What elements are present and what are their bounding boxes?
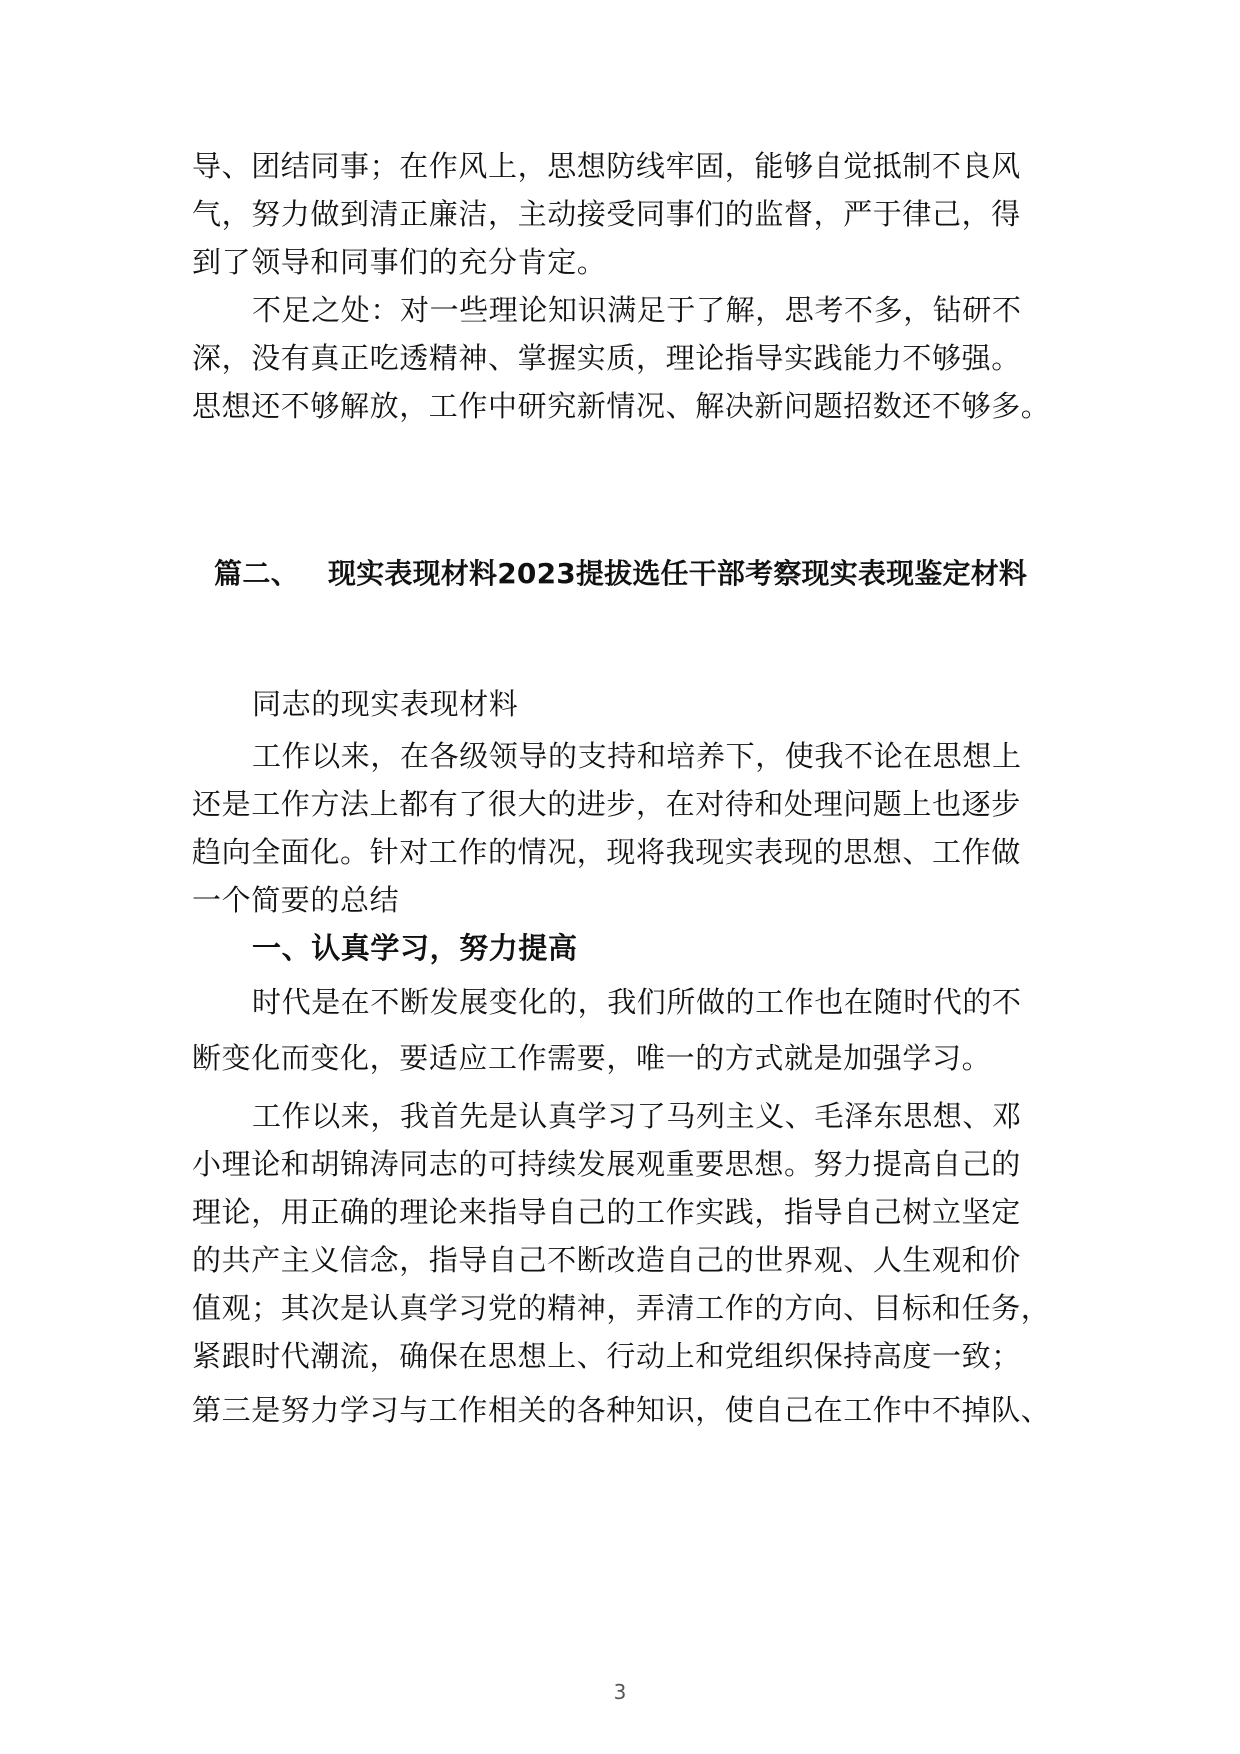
- paragraph-line: 工作以来，我首先是认真学习了马列主义、毛泽东思想、邓: [252, 1099, 1022, 1133]
- paragraph-line: 不足之处：对一些理论知识满足于了解，思考不多，钻研不: [252, 293, 1022, 327]
- subheading: 一、认真学习，努力提高: [252, 931, 578, 965]
- paragraph-line: 第三是努力学习与工作相关的各种知识，使自己在工作中不掉队、: [192, 1393, 1051, 1427]
- paragraph-line: 到了领导和同事们的充分肯定。: [192, 245, 607, 279]
- paragraph-line: 理论，用正确的理论来指导自己的工作实践，指导自己树立坚定: [192, 1195, 1021, 1229]
- paragraph-line: 时代是在不断发展变化的，我们所做的工作也在随时代的不: [252, 985, 1022, 1019]
- section-heading-number: 篇二、: [214, 557, 300, 590]
- document-subtitle: 同志的现实表现材料: [252, 687, 519, 721]
- page-number: 3: [613, 1680, 627, 1704]
- paragraph-line: 断变化而变化，要适应工作需要，唯一的方式就是加强学习。: [192, 1041, 992, 1075]
- paragraph-line: 思想还不够解放，工作中研究新情况、解决新问题招数还不够多。: [192, 389, 1051, 423]
- paragraph-line: 工作以来，在各级领导的支持和培养下，使我不论在思想上: [252, 739, 1022, 773]
- paragraph-line: 还是工作方法上都有了很大的进步，在对待和处理问题上也逐步: [192, 787, 1021, 821]
- paragraph-line: 趋向全面化。针对工作的情况，现将我现实表现的思想、工作做: [192, 835, 1021, 869]
- paragraph-line: 的共产主义信念，指导自己不断改造自己的世界观、人生观和价: [192, 1243, 1021, 1277]
- paragraph-line: 值观；其次是认真学习党的精神，弄清工作的方向、目标和任务，: [192, 1291, 1051, 1325]
- paragraph-line: 紧跟时代潮流，确保在思想上、行动上和党组织保持高度一致；: [192, 1339, 1021, 1373]
- paragraph-line: 一个简要的总结: [192, 883, 400, 917]
- paragraph-line: 气，努力做到清正廉洁，主动接受同事们的监督，严于律己，得: [192, 197, 1021, 231]
- paragraph-line: 深，没有真正吃透精神、掌握实质，理论指导实践能力不够强。: [192, 341, 1021, 375]
- paragraph-line: 小理论和胡锦涛同志的可持续发展观重要思想。努力提高自己的: [192, 1147, 1021, 1181]
- paragraph-line: 导、团结同事；在作风上，思想防线牢固，能够自觉抵制不良风: [192, 149, 1021, 183]
- section-heading-title: 现实表现材料2023提拔选任干部考察现实表现鉴定材料: [328, 557, 1028, 590]
